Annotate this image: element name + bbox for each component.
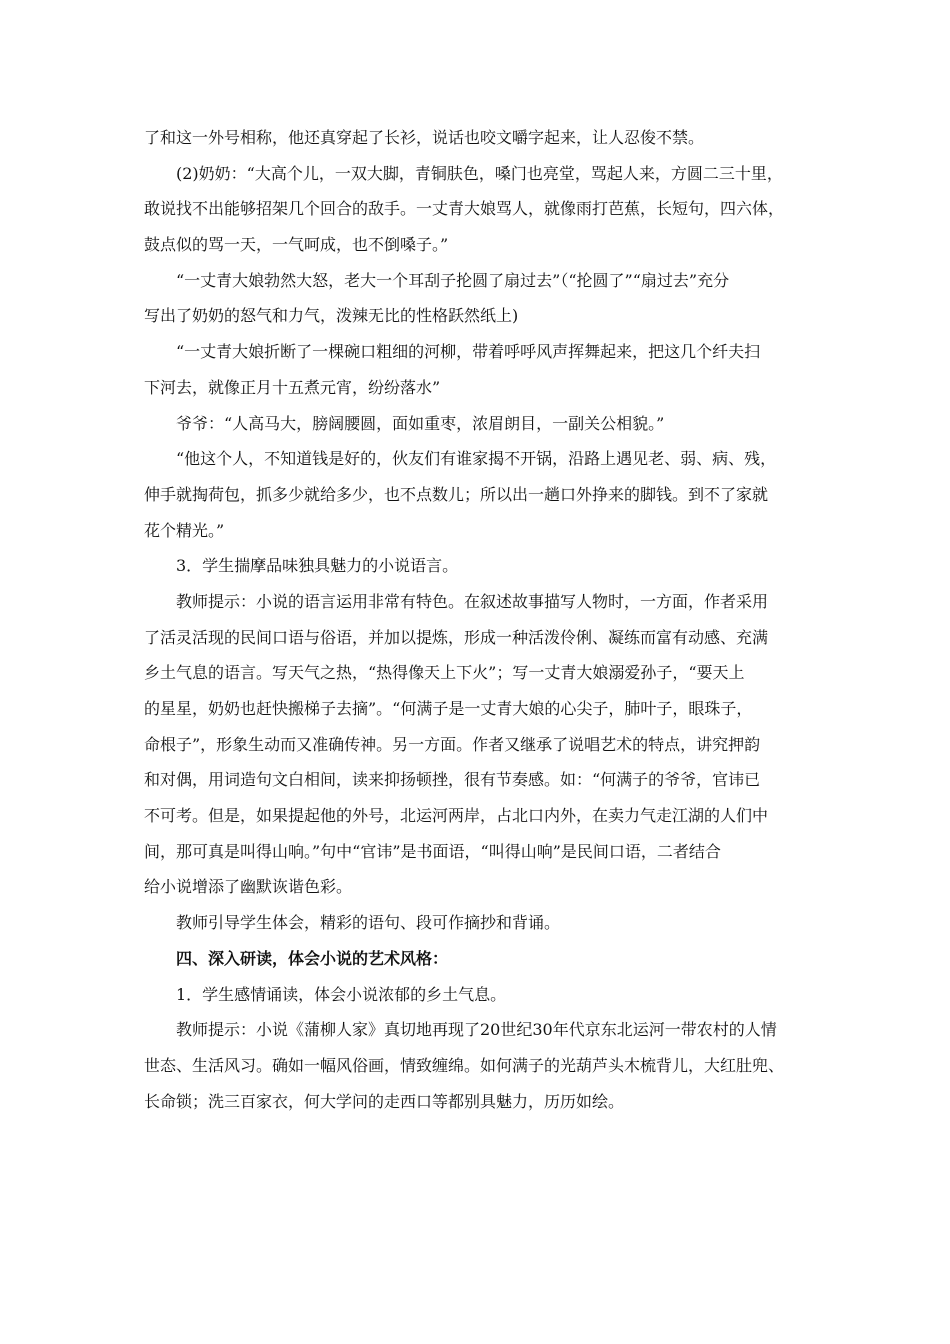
text-line: 伸手就掏荷包，抓多少就给多少，也不点数儿；所以出一趟口外挣来的脚钱。到不了家就 <box>144 484 769 504</box>
text-line: (2)奶奶：“大高个儿，一双大脚，青铜肤色，嗓门也亮堂，骂起人来，方圆二三十里， <box>176 163 783 183</box>
text-line: 不可考。但是，如果提起他的外号，北运河两岸，占北口内外，在卖力气走江湖的人们中 <box>144 806 769 826</box>
section-heading: 四、深入研读，体会小说的艺术风格： <box>176 948 449 968</box>
text-line: 了和这一外号相称，他还真穿起了长衫，说话也咬文嚼字起来，让人忍俊不禁。 <box>144 128 705 147</box>
text-line: 写出了奶奶的怒气和力气，泼辣无比的性格跃然纸上) <box>144 306 519 326</box>
text-line: 鼓点似的骂一天，一气呵成，也不倒嗓子。” <box>144 235 449 255</box>
text-line: 了活灵活现的民间口语与俗语，并加以提炼，形成一种活泼伶俐、凝练而富有动感、充满 <box>144 627 769 647</box>
text-line: 乡土气息的语言。写天气之热，“热得像天上下火”；写一丈青大娘溺爱孙子，“要天上 <box>144 663 745 683</box>
text-line: 教师提示：小说《蒲柳人家》真切地再现了20世纪30年代京东北运河一带农村的人情 <box>176 1020 777 1040</box>
text-line: “一丈青大娘折断了一棵碗口粗细的河柳，带着呼呼风声挥舞起来，把这几个纤夫扫 <box>176 342 761 362</box>
text-line: 敢说找不出能够招架几个回合的敌手。一丈青大娘骂人，就像雨打芭蕉，长短句，四六体， <box>144 199 785 219</box>
text-line: 爷爷：“人高马大，膀阔腰圆，面如重枣，浓眉朗目，一副关公相貌。” <box>176 413 665 433</box>
text-line: 3．学生揣摩品味独具魅力的小说语言。 <box>176 556 459 576</box>
text-line: “一丈青大娘勃然大怒，老大一个耳刮子抡圆了扇过去”（“抡圆了”“扇过去”充分 <box>176 270 730 290</box>
text-line: 教师提示：小说的语言运用非常有特色。在叙述故事描写人物时，一方面，作者采用 <box>176 591 769 611</box>
text-line: 的星星，奶奶也赶快搬梯子去摘”。“何满子是一丈青大娘的心尖子，肺叶子，眼珠子， <box>144 699 753 718</box>
text-line: 长命锁；洗三百家衣，何大学问的走西口等都别具魅力，历历如绘。 <box>144 1091 625 1111</box>
document-body <box>144 120 814 1119</box>
text-line: 1．学生感情诵读，体会小说浓郁的乡土气息。 <box>176 984 507 1004</box>
text-line: 花个精光。” <box>144 520 225 540</box>
text-line: “他这个人，不知道钱是好的，伙友们有谁家揭不开锅，沿路上遇见老、弱、病、残， <box>176 449 777 469</box>
text-line: 教师引导学生体会，精彩的语句、段可作摘抄和背诵。 <box>176 913 561 933</box>
text-line: 世态、生活风习。确如一幅风俗画，情致缠绵。如何满子的光葫芦头木梳背儿，大红肚兜、 <box>144 1055 785 1075</box>
text-line: 间，那可真是叫得山响。”句中“官讳”是书面语，“叫得山响”是民间口语，二者结合 <box>144 841 721 861</box>
text-line: 和对偶，用词造句文白相间，读来抑扬顿挫，很有节奏感。如：“何满子的爷爷，官讳已 <box>144 770 761 790</box>
text-line: 给小说增添了幽默诙谐色彩。 <box>144 877 353 897</box>
text-line: 命根子”，形象生动而又准确传神。另一方面。作者又继承了说唱艺术的特点，讲究押韵 <box>144 734 761 754</box>
text-line: 下河去，就像正月十五煮元宵，纷纷落水” <box>144 377 441 397</box>
